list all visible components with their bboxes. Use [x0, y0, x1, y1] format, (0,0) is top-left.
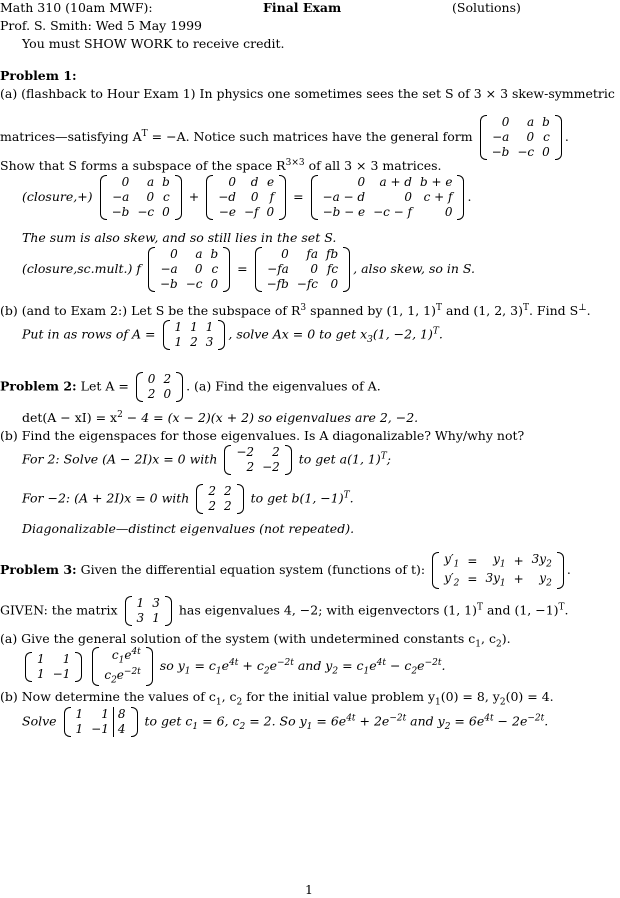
sum-note: The sum is also skew, and so still lies in the set S. — [22, 230, 337, 245]
p1-b-answer: Put in as rows of A = 1 1 1 1 2 3 , solve Ax = 0 to get $x_3(1$, −2, 1)$^T$. — [22, 320, 443, 349]
closure-mult-line: (closure,sc.mult.) f 0 a b −a 0 c −b −c 0 = 0 fa fb −fa 0 fc −fb −fc 0 , also skew, so in S. — [22, 247, 476, 291]
skew-general-matrix: 0 a b −a 0 c −b −c 0 — [479, 115, 563, 160]
course-line: Math 310 (10am MWF): — [0, 0, 153, 15]
p2-for-neg2: For −2: (A + 2I)x = 0 with 2 2 2 2 to get b(1, −1)$^T$. — [22, 484, 354, 513]
p3-given: GIVEN: the matrix 1 3 3 1 has eigenvalues 4, −2; with eigenvectors (1, 1)$^T$ and (1, −1)$^T$. — [0, 596, 569, 625]
instruction-line: You must SHOW WORK to receive credit. — [22, 36, 285, 51]
p2-for-2: For 2: Solve (A − 2I)x = 0 with −2 2 2 −2 to get a(1, 1)$^T$; — [22, 445, 391, 474]
p2-intro: Problem 2: Let A = 0 2 2 0 . (a) Find the eigenvalues of A. — [0, 372, 381, 401]
prof-line: Prof. S. Smith: Wed 5 May 1999 — [0, 18, 203, 33]
solutions-tag: (Solutions) — [452, 0, 521, 15]
exam-title: Final Exam — [263, 0, 342, 15]
p3-a-answer: 1 1 1 −1 $c_1e^{4t}$ $c_2e^{-2t}$ so $y_1 = c_1e^{4t} + c_2e^{-2t}$ and $y_2 = c_1e^{4t} - c_2e^{-2t}$. — [22, 647, 445, 686]
p3-b-answer: Solve 1 1 8 1 −1 4 to get $c_1 = 6$, $c_2 = 2$. So $y_1 = 6e^{4t} + 2e^{-2t}$ and $y_2 = 6e^{4t} - 2e^{-2t}$. — [22, 707, 549, 736]
problem-1-title: Problem 1: — [0, 68, 77, 83]
p2-diag: Diagonalizable—distinct eigenvalues (not repeated). — [22, 521, 355, 536]
p1-a-text1: (a) (flashback to Hour Exam 1) In physics one sometimes sees the set S of 3 × 3 skew-symmetric — [0, 86, 615, 101]
p3-intro: Problem 3: Given the differential equation system (functions of t): $y'_1$ = $y_1$ + $3y_2$ $y'_2$ = $3y_1$ + $y_2$ . — [0, 552, 571, 589]
closure-plus-line: (closure,+) 0 a b −a 0 c −b −c 0 + 0 d e −d 0 f −e −f 0 = 0 a + d b + e −a − d 0 c + f −b − e −c − f 0 . — [22, 175, 472, 219]
p1-a-text2: matrices—satisfying $A^T = -A$. Notice such matrices have the general form 0 a b −a 0 c −b −c 0 . — [0, 115, 569, 159]
p3-a-question: (a) Give the general solution of the system (with undetermined constants $c_1$, $c_2$). — [0, 631, 511, 650]
p2-b-question: (b) Find the eigenspaces for those eigenvalues. Is A diagonalizable? Why/why not? — [0, 428, 525, 443]
p1-b-text: (b) (and to Exam 2:) Let S be the subspace of $R^3$ spanned by (1, 1, 1)$^T$ and (1, 2, 3)$^T$. Find S⊥. — [0, 303, 591, 319]
p1-a-text3: Show that S forms a subspace of the space $R^{3\times 3}$ of all 3 × 3 matrices. — [0, 158, 442, 174]
p3-b-question: (b) Now determine the values of $c_1$, $c_2$ for the initial value problem $y_1(0) = 8$, $y_2(0) = 4$. — [0, 689, 554, 708]
p2-det: $\det(A - xI) = x^2 - 4 = (x - 2)(x + 2)$ so eigenvalues are 2, −2. — [22, 410, 419, 426]
page-number: 1 — [305, 882, 313, 897]
